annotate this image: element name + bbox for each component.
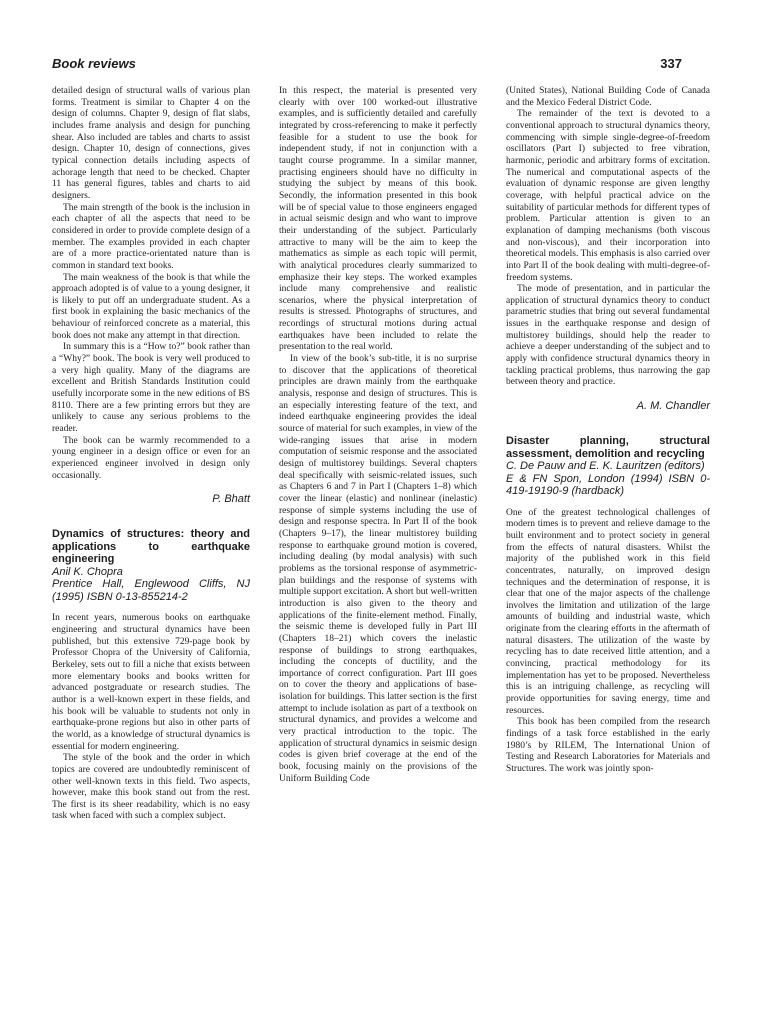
reviewer-signoff: A. M. Chandler bbox=[636, 400, 710, 413]
paragraph: This book has been compiled from the research findings of a task force established in the early 1980’s by RILEM, The International Union of Testing and Research Laboratories for Materials and Structures. The work was jointly spon- bbox=[506, 717, 710, 774]
paragraph: The style of the book and the order in which topics are covered are undoubtedly reminiscent of other well-known texts in this field. Two aspects, however, make this book stand out from the rest. The first is its sheer readability, which is no easy task when faced with such a complex subject. bbox=[52, 753, 250, 822]
review-title: Disaster planning, structural assessment, demolition and recycling bbox=[506, 435, 710, 460]
review-author: Anil K. Chopra bbox=[52, 565, 123, 578]
paragraph: The book can be warmly recommended to a young engineer in a design office or even for an experienced engineer involved in design only occasionally. bbox=[52, 435, 250, 481]
paragraph: The main weakness of the book is that while the approach adopted is of value to a young designer, it is likely to put off an undergraduate student. As a first book in explaining the basic mechanics of the behaviour of reinforced concrete as a material, this book does not make any attempt in that direction. bbox=[52, 272, 250, 341]
review-editors: C. De Pauw and E. K. Lauritzen (editors) bbox=[506, 460, 705, 473]
paragraph: The mode of presentation, and in particular the application of structural dynamics theory to conduct parametric studies that bring out several fundamental issues in the earthquake response and design of multistorey buildings, should help the reader to achieve a deeper understanding of the subject and to apply with confidence structural dynamics theory in tackling practical problems, thus narrowing the gap between theory and practice. bbox=[506, 284, 710, 388]
paragraph: The main strength of the book is the inclusion in each chapter of all the aspects that need to be considered in order to provide complete design of a member. The examples provided in each chapter are of a more practice-orientated nature than is common in standard text books. bbox=[52, 202, 250, 271]
paragraph: The remainder of the text is devoted to a conventional approach to structural dynamics theory, commencing with simple single-degree-of-freedom oscillators (Part I) subjected to free vibration, harmonic, periodic and arbitrary forms of excitation. The numerical and computational aspects of the evaluation of dynamic response are given lengthy coverage, with helpful practical advice on the suitability of particular methods for different types of problem. Particular attention is given to an explanation of damping mechanisms (both viscous and non-viscous), and their incorporation into theoretical models. This emphasis is also carried over into Part II of the book dealing with multi-degree-of-freedom systems. bbox=[506, 109, 710, 283]
review-publisher: E & FN Spon, London (1994) ISBN 0-419-19190-9 (hardback) bbox=[506, 472, 710, 498]
section-title: Book reviews bbox=[52, 56, 136, 71]
page-number: 337 bbox=[660, 56, 682, 71]
page-header bbox=[52, 56, 682, 76]
column-1 bbox=[52, 86, 250, 823]
paragraph: (United States), National Building Code of Canada and the Mexico Federal District Code. bbox=[506, 86, 710, 108]
reviewer-signoff: P. Bhatt bbox=[212, 493, 250, 506]
column-3 bbox=[506, 86, 710, 776]
review-title: Dynamics of structures: theory and applications to earthquake engineering bbox=[52, 528, 250, 566]
paragraph: In recent years, numerous books on earthquake engineering and structural dynamics have been published, but this extensive 729-page book by Professor Chopra of the University of California, Berkeley, sets out to fill a niche that exists between more elementary books and books written for advanced postgraduate or research studies. The author is a well-known expert in these fields, and his book will be valuable to students not only in earthquake-prone regions but also in other parts of the world, as a knowledge of structural dynamics is essential for modern engineering. bbox=[52, 613, 250, 752]
review-heading bbox=[506, 435, 710, 498]
paragraph: In summary this is a “How to?” book rather than a “Why?” book. The book is very well produced to a very high quality. Many of the diagrams are excellent and British Standards Institution could usefully incorporate some in the new editions of BS 8110. There are a few printing errors but they are unlikely to cause any serious problems to the reader. bbox=[52, 342, 250, 435]
paragraph: In view of the book’s sub-title, it is no surprise to discover that the applications of theoretical principles are drawn mainly from the earthquake analysis, response and design of structures. This is an especially interesting feature of the text, and indeed earthquake engineering provides the ideal source of material for such examples, in view of the wide-ranging issues that arise in modern computation of seismic response and the associated design of multistorey buildings. Several chapters deal specifically with seismic-related issues, such as Chapters 6 and 7 in Part I (Chapters 1–8) which cover the linear (elastic) and nonlinear (inelastic) response of simple systems including the use of design and response spectra. In Part II of the book (Chapters 9–17), the linear multistorey building response to earthquake ground motion is covered, including dealing (by modal analysis) with such problems as the torsional response of asymmetric-plan buildings and the response of systems with multiple support excitation. A short but well-written introduction is also given to the theory and applications of the finite-element method. Finally, the seismic theme is developed fully in Part III (Chapters 18–21) which covers the inelastic response of buildings to strong earthquakes, including the concepts of ductility, and the importance of correct configuration. Part III goes on to cover the theory and applications of base-isolation for buildings. This latter section is the first attempt to include isolation as part of a textbook on structural dynamics, and provides a welcome and very practical introduction to the topic. The application of structural dynamics in seismic design codes is given brief coverage at the end of the book, focusing mainly on the provisions of the Uniform Building Code bbox=[279, 354, 477, 784]
paragraph: In this respect, the material is presented very clearly with over 100 worked-out illustrative examples, and is sufficiently detailed and carefully integrated by cross-referencing to make it perfectly feasible for a student to use the book for independent study, if not in conjunction with a taught course programme. In a similar manner, practising engineers should have no difficulty in studying the subject by means of this book. Secondly, the information presented in this book will be of special value to those engineers engaged in actual seismic design and who want to improve their understanding of the subject. Particularly attractive to many will be the aim to keep the mathematics as simple as each topic will permit, with analytical procedures clearly summarized to emphasize their key steps. The worked examples include many comprehensive and realistic scenarios, where the physical interpretation of results is stressed. Photographs of structures, and recordings of structural motions during actual earthquakes have been included to relate the presentation to the real world. bbox=[279, 86, 477, 353]
review-publisher: Prentice Hall, Englewood Cliffs, NJ (1995) ISBN 0-13-855214-2 bbox=[52, 578, 250, 603]
review-heading bbox=[52, 528, 250, 603]
paragraph: One of the greatest technological challenges of modern times is to prevent and relieve damage to the built environment and to protect society in general from the effects of natural disasters. Whilst the majority of the published work in this field concentrates, naturally, on improved design techniques and the determination of response, it is clear that one of the major aspects of the challenge involves the limitation and utilization of the large amounts of building and industrial waste, which originate from the clearing efforts in the aftermath of natural disasters. The utilization of the waste by recycling has to date received little attention, and a convincing, practical methodology for its implementation has yet to be proposed. Nevertheless this is an intriguing challenge, as recycling will provide opportunities for saving energy, time and resources. bbox=[506, 507, 710, 716]
paragraph: detailed design of structural walls of various plan forms. Treatment is similar to Chapter 4 on the design of columns. Chapter 9, design of flat slabs, includes frame analysis and design for punching shear. Also included are tables and charts to assist design. Chapter 10, design of connections, gives typical connection details including aspects of achorage length that need to be checked. Chapter 11 has general figures, tables and charts to aid designers. bbox=[52, 86, 250, 201]
column-2 bbox=[279, 86, 477, 785]
